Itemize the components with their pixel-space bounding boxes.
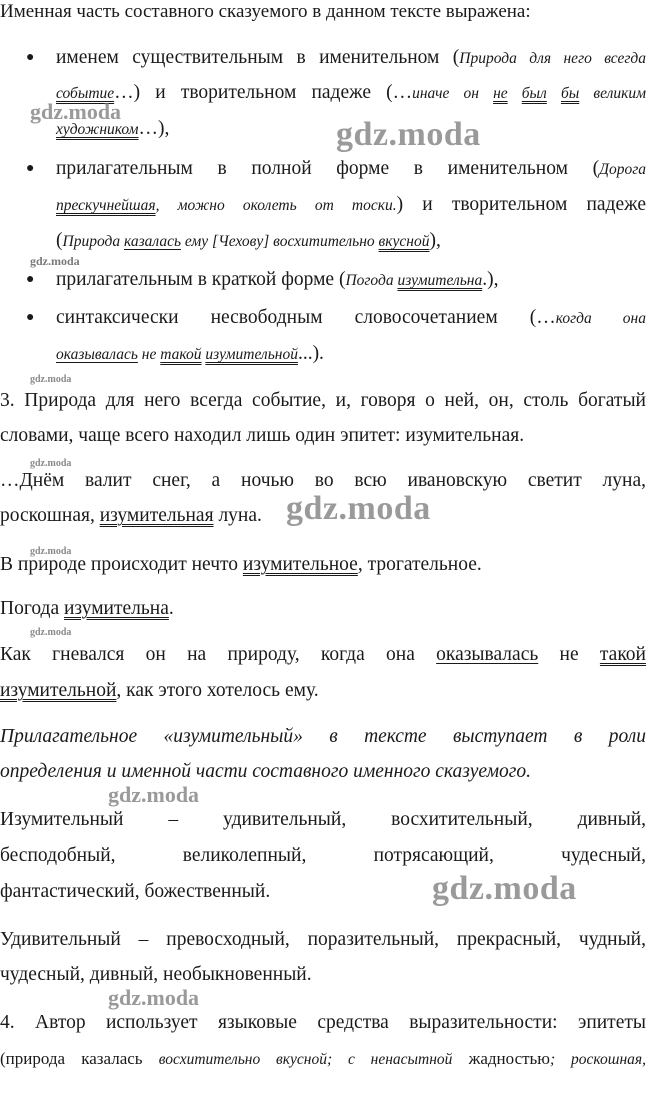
bullet-2-line-3: (Природа казалась ему [Чехову] восхитительно вкусной),: [56, 230, 441, 251]
conclusion-line-2: определения и именной части составного именного сказуемого.: [0, 761, 532, 782]
section-4-line-1: 4. Автор использует языковые средства выразительности: эпитеты: [0, 1012, 646, 1033]
watermark: gdz.moda: [30, 546, 72, 557]
bullet-4-line-1: синтаксически несвободным словосочетанием (…когда она: [56, 307, 646, 328]
watermark: gdz.moda: [30, 374, 72, 385]
watermark: gdz.moda: [30, 458, 72, 469]
bullet-marker: ●: [26, 272, 35, 287]
bullet-3-line-1: прилагательным в краткой форме (Погода изумительна.),: [56, 269, 499, 290]
watermark: gdz.moda: [108, 782, 200, 807]
section-3-paragraph-2-line-1: …Днём валит снег, а ночью во всю ивановскую светит луна,: [0, 470, 646, 491]
section-3-paragraph-4: Погода изумительна.: [0, 598, 174, 619]
synonyms-2-line-2: чудесный, дивный, необыкновенный.: [0, 964, 312, 985]
bullet-2-line-2: прескучнейшая, можно околеть от тоски.) и творительном падеже: [56, 194, 646, 215]
bullet-marker: ●: [26, 310, 35, 325]
conclusion-line-1: Прилагательное «изумительный» в тексте выступает в роли: [0, 726, 646, 747]
section-4-line-2: (природа казалась восхитительно вкусной; с ненасытной жадностью; роскошная,: [0, 1049, 646, 1068]
watermark: gdz.moda: [30, 254, 80, 268]
watermark: gdz.moda: [30, 627, 72, 638]
synonyms-1-line-3: фантастический, божественный.: [0, 881, 271, 902]
bullet-2-line-1: прилагательным в полной форме в именительном (Дорога: [56, 158, 646, 179]
bullet-marker: ●: [26, 161, 35, 176]
section-3-paragraph-2-line-2: роскошная, изумительная луна.: [0, 505, 262, 526]
section-3-paragraph-5-line-2: изумительной, как этого хотелось ему.: [0, 680, 319, 701]
synonyms-1-line-1: Изумительный – удивительный, восхитительный, дивный,: [0, 809, 646, 830]
watermark: gdz.moda: [336, 116, 481, 153]
section-3-paragraph-5-line-1: Как гневался он на природу, когда она оказывалась не такой: [0, 644, 646, 665]
bullet-1-line-3: художником…),: [56, 118, 170, 139]
section-3-paragraph-1-line-1: 3. Природа для него всегда событие, и, говоря о ней, он, столь богатый: [0, 390, 646, 411]
section-3-paragraph-3: В природе происходит нечто изумительное, трогательное.: [0, 554, 482, 575]
intro-text: Именная часть составного сказуемого в данном тексте выражена:: [0, 1, 531, 22]
synonyms-2-line-1: Удивительный – превосходный, поразительный, прекрасный, чудный,: [0, 929, 646, 950]
watermark: gdz.moda: [108, 985, 200, 1010]
section-3-paragraph-1-line-2: словами, чаще всего находил лишь один эпитет: изумительная.: [0, 425, 525, 446]
bullet-1-line-2: событие…) и творительном падеже (…иначе он не был бы великим: [56, 82, 646, 103]
bullet-4-line-2: оказывалась не такой изумительной...).: [56, 343, 324, 364]
watermark: gdz.moda: [432, 870, 577, 907]
watermark: gdz.moda: [30, 99, 122, 124]
bullet-1-line-1: именем существительным в именительном (Природа для него всегда: [56, 47, 646, 68]
bullet-marker: ●: [26, 50, 35, 65]
watermark: gdz.moda: [286, 490, 431, 527]
synonyms-1-line-2: бесподобный, великолепный, потрясающий, чудесный,: [0, 845, 646, 866]
